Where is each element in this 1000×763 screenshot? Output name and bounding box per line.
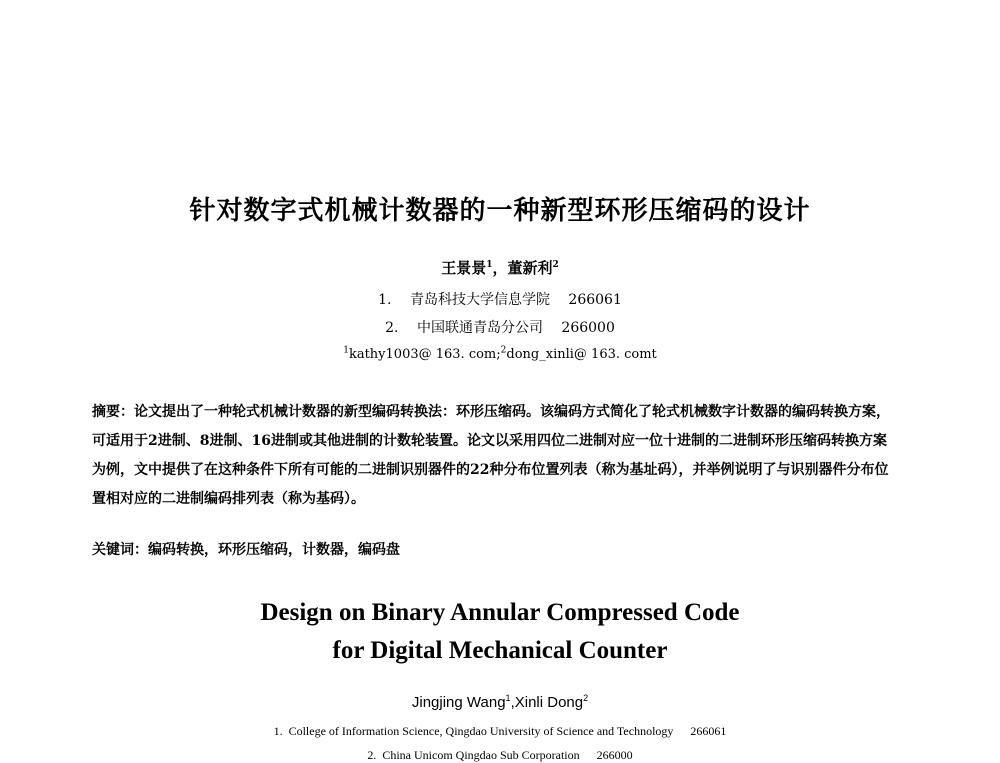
affiliation-zh-1-code: 266061 (568, 292, 622, 308)
affiliation-zh-2-code: 266000 (561, 320, 615, 336)
author-1-en-sup: 1 (505, 693, 511, 703)
email-separator: ; (496, 347, 501, 362)
chinese-title: 针对数字式机械计数器的一种新型环形压缩码的设计 (189, 196, 811, 226)
email-2: dong_xinli@ 163. comt (506, 347, 657, 362)
author-1-zh: 王景景 (441, 259, 487, 277)
abstract-text: 论文提出了一种轮式机械计数器的新型编码转换法：环形压缩码。该编码方式简化了轮式机械数字计数器的编码转换方案，可适用于2进制、8进制、16进制或其他进制的计数轮装置。论文以采用四位二进制对应一位十进制的二进制环形压缩码转换方案为例，文中提供了在这种条件下所有可能的二进制识别器件的22种分布位置列表（称为基址码），并举例说明了与识别器件分布位置相对应的二进制编码排列表（称为基码）。 (92, 404, 890, 507)
email-1-sup: 1 (343, 345, 349, 356)
keywords-text: 编码转换，环形压缩码，计数器，编码盘 (148, 542, 400, 558)
chinese-affiliation-1 (0, 290, 1000, 310)
author-1-zh-sup: 1 (486, 260, 493, 270)
email-1: kathy1003@ 163. com (348, 347, 497, 362)
author-separator-en: , (510, 694, 515, 711)
affiliation-en-1-name: College of Information Science, Qingdao University of Science and Technology (288, 724, 674, 738)
chinese-authors (0, 258, 1000, 278)
english-title-line-2: for Digital Mechanical Counter (332, 637, 668, 664)
chinese-affiliation-2 (0, 318, 1000, 338)
affiliation-en-2-code: 266000 (596, 748, 633, 762)
email-2-sup: 2 (500, 345, 507, 356)
english-title (0, 594, 1000, 670)
keywords-label: 关键词： (92, 542, 148, 558)
author-separator-zh: ， (492, 259, 508, 277)
author-2-en: Xinli Dong (514, 694, 584, 711)
affiliation-en-2-name: China Unicom Qingdao Sub Corporation (382, 748, 580, 762)
affiliation-zh-1-name: 青岛科技大学信息学院 (409, 292, 550, 308)
author-2-en-sup: 2 (583, 693, 589, 703)
author-1-en: Jingjing Wang (411, 694, 506, 711)
affiliation-en-1-code: 266061 (690, 724, 727, 738)
affiliation-en-1-num: 1. (273, 724, 283, 738)
english-affiliation-1 (0, 724, 1000, 739)
affiliation-zh-2-name: 中国联通青岛分公司 (416, 320, 543, 336)
abstract-label: 摘要： (92, 404, 134, 420)
affiliation-zh-1-num: 1. (378, 292, 392, 308)
affiliation-zh-2-num: 2. (385, 320, 399, 336)
author-emails (0, 345, 1000, 365)
keywords (92, 540, 892, 560)
author-2-zh-sup: 2 (552, 260, 559, 270)
english-affiliation-2 (0, 748, 1000, 763)
english-authors (0, 694, 1000, 711)
author-2-zh: 董新利 (507, 259, 553, 277)
affiliation-en-2-num: 2. (367, 748, 377, 762)
abstract (92, 398, 892, 514)
english-title-line-1: Design on Binary Annular Compressed Code (260, 599, 740, 626)
